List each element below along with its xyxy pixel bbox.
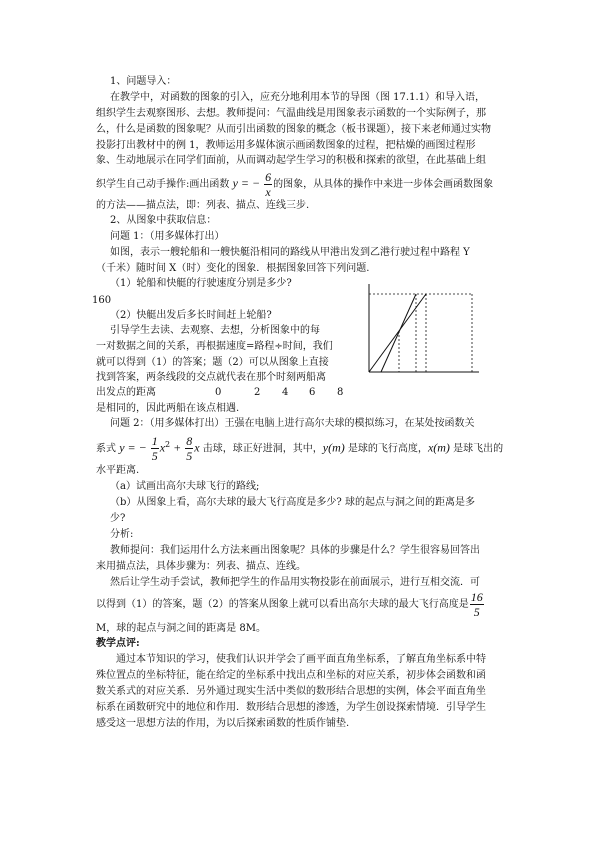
- intro-line-5: 象、生动地展示在同学们面前，从而调动起学生学习的积极和探索的欲望，在此基础上组: [96, 155, 486, 166]
- problem-1-title: 问题 1：（用多媒体打出）: [110, 231, 225, 242]
- problem-1-answer-1: 引导学生去读、去观察、去想，分析图象中的每: [110, 325, 320, 336]
- var-ym: y(m): [322, 440, 345, 455]
- problem-1-answer-4: 找到答案，两条线段的交点就代表在那个时刻两船离: [96, 372, 326, 383]
- intro-eq-after: 的图象，从具体的操作中来进一步体会画函数图象: [273, 179, 494, 190]
- problem-2-line-3: 水平距离.: [96, 465, 140, 476]
- intro-line-2: 组织学生去观察图形、去想。教师提问：气温曲线是用图象表示函数的一个实际例子，那: [96, 108, 486, 119]
- eq-x-squared: x: [159, 440, 166, 455]
- answer-fraction: [470, 590, 484, 619]
- ship-line: [369, 294, 426, 372]
- review-line-4: 标系在函数研究中的地位和作用．数形结合思想的渗透，为学生创设探索情境．引导学生: [96, 702, 486, 713]
- eq-fraction-1: [151, 434, 159, 463]
- analysis-line-2: 来用描点法，具体步骤为：列表、描点、连线。: [96, 561, 306, 572]
- answer-after: M，球的起点与洞之间的距离是 8M。: [96, 623, 267, 634]
- x-tick-2: 2: [254, 387, 261, 398]
- analysis-label: 分析:: [110, 529, 134, 540]
- problem-2-question-b-1: （b）从图象上看，高尔夫球的最大飞行高度是多少? 球的起点与洞之间的距离是多: [110, 497, 475, 508]
- intro-line-1: 在教学中，对函数的图象的引入，应充分地利用本节的导图（图 17.1.1）和导入语，: [110, 92, 485, 103]
- intro-eq-lhs: y: [232, 176, 238, 190]
- fraction-numerator: 6: [265, 170, 272, 184]
- var-xm: x(m): [427, 440, 450, 455]
- x-tick-4: 4: [282, 387, 289, 398]
- review-title: 教学点评:: [96, 638, 140, 649]
- review-line-1: 通过本节知识的学习，使我们认识并学会了画平面直角坐标系，了解直角坐标系中特: [116, 654, 486, 665]
- problem-1-desc-1: 如图，表示一艘轮船和一艘快艇沿相同的路线从甲港出发到乙港行驶过程中路程 Y: [110, 247, 470, 258]
- review-line-3: 数关系式的对应关系．另外通过现实生活中类似的数形结合思想的实例，体会平面直角坐: [96, 686, 486, 697]
- analysis-line-3: 然后让学生动手尝试，教师把学生的作品用实物投影在前面展示，进行互相交流．可: [110, 577, 480, 588]
- var-ym-desc: 是球的飞行高度，: [344, 443, 428, 455]
- problem-2-line-1: 问题 2：（用多媒体打出）王强在电脑上进行高尔夫球的模拟练习，在某处按函数关: [110, 418, 475, 429]
- answer-line: [96, 590, 485, 619]
- problem-2-question-a: （a）试画出高尔夫球飞行的路线;: [110, 481, 260, 492]
- problem-1-desc-2: （千米）随时间 X（时）变化的图象．根据图象回答下列问题.: [96, 263, 370, 274]
- review-line-5: 感受这一思想方法的作用，为以后探索函数的性质作铺垫.: [96, 718, 350, 729]
- problem-2-question-b-2: 少?: [110, 513, 126, 524]
- intro-line-3: 么，什么是函数的图象呢？从而引出函数的图象的概念（板书课题），接下来老师通过实物: [96, 124, 491, 135]
- fraction-denominator: 5: [151, 449, 158, 464]
- eq-lhs: y: [119, 440, 125, 455]
- intro-eq-fraction: [264, 170, 272, 199]
- tick-label-160: 160: [92, 295, 112, 306]
- intro-last-line: 的方法——描点法，即：列表、描点、连线三步.: [96, 200, 310, 211]
- fraction-denominator: 5: [186, 449, 193, 464]
- problem-1-end: 是相同的，因此两船在该点相遇.: [96, 403, 240, 414]
- fraction-numerator: 8: [186, 434, 193, 449]
- var-xm-desc: 是球飞出的: [449, 443, 504, 455]
- problem-1-question-2: （2）快艇出发后多长时间赶上轮船?: [110, 310, 272, 321]
- fraction-numerator: 1: [151, 434, 158, 449]
- x-tick-8: 8: [337, 387, 344, 398]
- problem-1-answer-3: 就可以得到（1）的答案；题（2）可以从图象上直接: [96, 357, 329, 368]
- analysis-line-1: 教师提问：我们运用什么方法来画出图象呢？具体的步骤是什么？学生很容易回答出: [110, 545, 480, 556]
- eq-fraction-2: [185, 434, 193, 463]
- x-tick-0: 0: [215, 387, 222, 398]
- section-2-title: 2、从图象中获取信息：: [110, 215, 217, 226]
- problem-1-question-1: （1）轮船和快艇的行驶速度分别是多少?: [110, 278, 292, 289]
- problem-1-answer-2: 一对数据之间的关系，再根据速度=路程÷时间，我们: [96, 341, 333, 352]
- travel-graph: [359, 280, 483, 384]
- eq-x: x: [194, 440, 200, 455]
- intro-equation-line: 织学生自己动手操作:画出函数 y = − $\frac{6}{x}$ 的图象，从具体的操作中来进一步体会画函数图象: [96, 170, 494, 199]
- fraction-denominator: x: [265, 185, 271, 199]
- review-line-2: 殊位置点的坐标特征，能在给定的坐标系中找出点和坐标的对应关系，初步体会函数和函: [96, 670, 486, 681]
- problem-1-answer-5: 出发点的距离: [96, 387, 156, 398]
- fraction-numerator: 16: [470, 590, 483, 604]
- fraction-denominator: 5: [473, 605, 480, 619]
- eq-prefix: 系式: [96, 443, 120, 455]
- answer-before: 以得到（1）的答案，题（2）的答案从图象上就可以看出高尔夫球的最大飞行高度是: [96, 599, 469, 610]
- intro-line-4: 投影打出教材中的例 1，教师运用多媒体演示画函数图象的过程，把枯燥的画图过程形: [96, 140, 476, 151]
- eq-mid-text: 击球，球正好进洞，其中，: [199, 443, 323, 455]
- speedboat-line: [381, 294, 416, 372]
- section-1-title: 1、问题导入：: [110, 76, 177, 87]
- problem-2-equation-line: 系式 y = − $\frac{1}{5}$ $x^2$ + $\frac{8}{5}$ x 击球，球正好进洞，其中，y(m) 是球的飞行高度，x(m) 是球飞出的: [96, 434, 504, 464]
- intro-eq-before: 织学生自己动手操作:画出函数: [96, 179, 233, 190]
- x-tick-6: 6: [309, 387, 316, 398]
